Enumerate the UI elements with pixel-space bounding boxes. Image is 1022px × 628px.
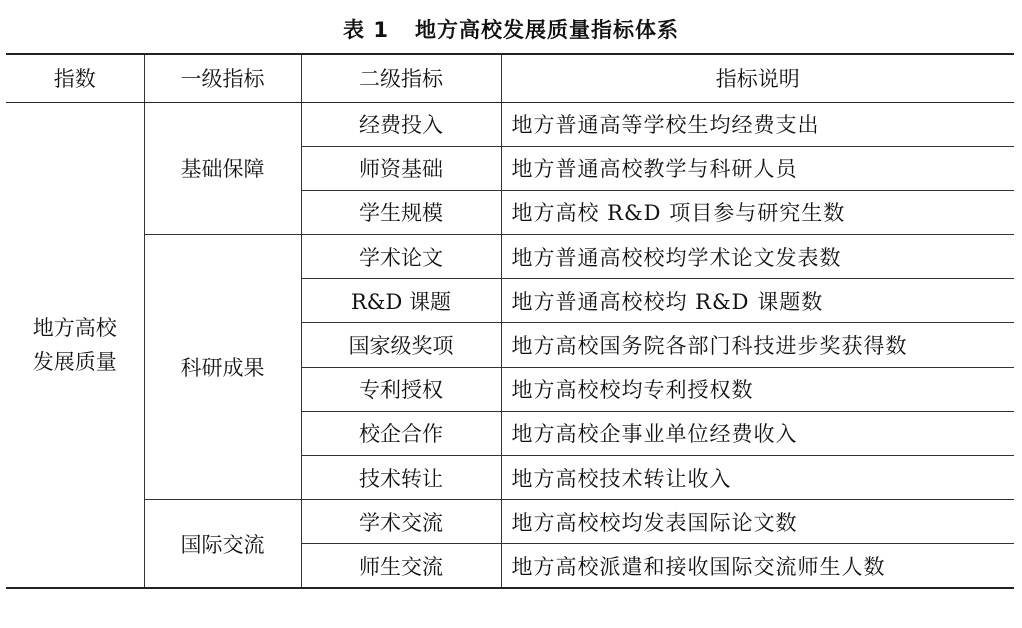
- table-row: [6, 235, 1014, 279]
- header-level2: 二级指标: [301, 54, 501, 102]
- description-cell: 地方普通高校校均 R&D 课题数: [501, 279, 1014, 323]
- header-level1: 一级指标: [144, 54, 301, 102]
- description-cell: 地方高校企事业单位经费收入: [501, 411, 1014, 455]
- level2-cell: 师资基础: [301, 146, 501, 190]
- table-number: 表 1: [343, 18, 389, 42]
- level2-cell: 国家级奖项: [301, 323, 501, 367]
- indicator-table: [6, 53, 1014, 589]
- level2-cell: 师生交流: [301, 544, 501, 588]
- level2-cell: R&D 课题: [301, 279, 501, 323]
- description-cell: 地方高校校均发表国际论文数: [501, 500, 1014, 544]
- description-cell: 地方高校国务院各部门科技进步奖获得数: [501, 323, 1014, 367]
- description-cell: 地方高校技术转让收入: [501, 456, 1014, 500]
- description-cell: 地方高校派遣和接收国际交流师生人数: [501, 544, 1014, 588]
- index-cell: [6, 102, 144, 588]
- description-cell: 地方高校 R&D 项目参与研究生数: [501, 190, 1014, 234]
- level1-cell: 科研成果: [144, 235, 301, 500]
- level2-cell: 专利授权: [301, 367, 501, 411]
- table-row: [6, 102, 1014, 146]
- table-row: [6, 500, 1014, 544]
- description-cell: 地方普通高等学校生均经费支出: [501, 102, 1014, 146]
- index-line-2: 发展质量: [32, 349, 117, 374]
- description-cell: 地方普通高校教学与科研人员: [501, 146, 1014, 190]
- header-row: [6, 54, 1014, 102]
- table-title: 地方高校发展质量指标体系: [414, 18, 679, 42]
- level2-cell: 学术交流: [301, 500, 501, 544]
- description-cell: 地方高校校均专利授权数: [501, 367, 1014, 411]
- level1-cell: 基础保障: [144, 102, 301, 235]
- description-cell: 地方普通高校校均学术论文发表数: [501, 235, 1014, 279]
- header-index: 指数: [6, 54, 144, 102]
- header-description: 指标说明: [501, 54, 1014, 102]
- level2-cell: 技术转让: [301, 456, 501, 500]
- table-caption: [0, 14, 1022, 44]
- index-line-1: 地方高校: [32, 315, 117, 340]
- level2-cell: 校企合作: [301, 411, 501, 455]
- level2-cell: 学生规模: [301, 190, 501, 234]
- level1-cell: 国际交流: [144, 500, 301, 588]
- level2-cell: 经费投入: [301, 102, 501, 146]
- level2-cell: 学术论文: [301, 235, 501, 279]
